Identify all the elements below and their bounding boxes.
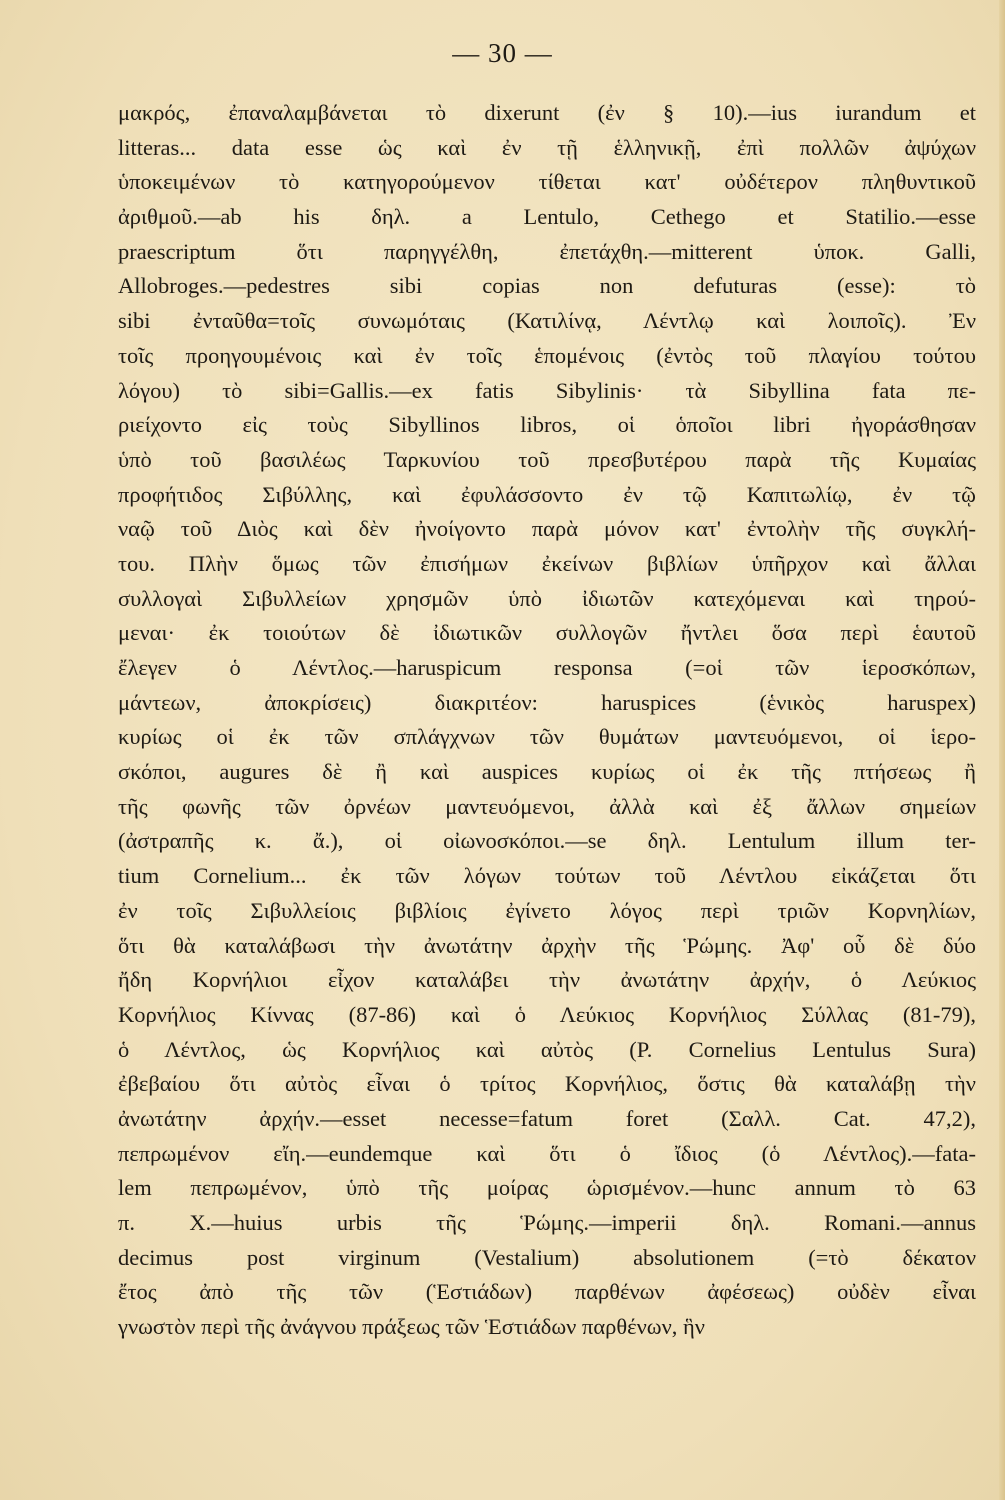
text-line: sibi ἐνταῦθα=τοῖς συνωμόταις (Κατιλίνᾳ, Λέντλῳ καὶ λοιποῖς). Ἐν [118, 308, 976, 334]
text-line: ριείχοντο εἰς τοὺς Sibyllinos libros, οἱ ὁποῖοι libri ἠγοράσθησαν [118, 412, 976, 438]
text-line: tium Cornelium... ἐκ τῶν λόγων τούτων τοῦ Λέντλου εἰκάζεται ὅτι [118, 863, 976, 889]
page-number: — 30 — [452, 38, 553, 68]
text-line: Allobroges.—pedestres sibi copias non defuturas (esse): τὸ [118, 273, 976, 299]
text-line: litteras... data esse ὡς καὶ ἐν τῇ ἑλληνικῇ, ἐπὶ πολλῶν ἀψύχων [118, 134, 976, 160]
text-line: τῆς φωνῆς τῶν ὀρνέων μαντευόμενοι, ἀλλὰ καὶ ἐξ ἄλλων σημείων [118, 793, 976, 819]
text-line: κυρίως οἱ ἐκ τῶν σπλάγχνων τῶν θυμάτων μαντευόμενοι, οἱ ἱερο- [118, 724, 976, 750]
text-line: μακρός, ἐπαναλαμβάνεται τὸ dixerunt (ἐν § 10).—ius iurandum et [118, 100, 976, 125]
text-line: ἔτος ἀπὸ τῆς τῶν (Ἑστιάδων) παρθένων ἀφέσεως) οὐδὲν εἶναι [118, 1279, 976, 1305]
text-line: σκόποι, augures δὲ ἢ καὶ auspices κυρίως οἱ ἐκ τῆς πτήσεως ἢ [118, 759, 976, 785]
text-line: π. Χ.—huius urbis τῆς Ῥώμης.—imperii δηλ. Romani.—annus [118, 1210, 976, 1235]
text-line: ναῷ τοῦ Διὸς καὶ δὲν ἠνοίγοντο παρὰ μόνον κατ' ἐντολὴν τῆς συγκλή- [118, 516, 976, 542]
text-line: Κορνήλιος Κίννας (87-86) καὶ ὁ Λεύκιος Κορνήλιος Σύλλας (81-79), [118, 1001, 976, 1027]
text-line: λόγου) τὸ sibi=Gallis.—ex fatis Sibylinis· τὰ Sibyllina fata πε- [118, 377, 976, 403]
text-line: μάντεων, ἀποκρίσεις) διακριτέον: haruspices (ἑνικὸς haruspex) [118, 689, 976, 715]
text-line: ἐν τοῖς Σιβυλλείοις βιβλίοις ἐγίνετο λόγος περὶ τριῶν Κορνηλίων, [118, 897, 976, 923]
text-line: του. Πλὴν ὅμως τῶν ἐπισήμων ἐκείνων βιβλίων ὑπῆρχον καὶ ἄλλαι [118, 550, 976, 576]
text-line: τοῖς προηγουμένοις καὶ ἐν τοῖς ἑπομένοις (ἐντὸς τοῦ πλαγίου τούτου [118, 342, 976, 368]
text-line: πεπρωμένον εἴη.—eundemque καὶ ὅτι ὁ ἴδιος (ὁ Λέντλος).—fata- [118, 1140, 976, 1166]
text-line: ὁ Λέντλος, ὡς Κορνήλιος καὶ αὐτὸς (P. Cornelius Lentulus Sura) [118, 1036, 976, 1062]
text-line: ὑποκειμένων τὸ κατηγορούμενον τίθεται κατ' οὐδέτερον πληθυντικοῦ [118, 169, 976, 195]
text-line: ἀριθμοῦ.—ab his δηλ. a Lentulo, Cethego et Statilio.—esse [118, 204, 976, 230]
text-line: ὅτι θὰ καταλάβωσι τὴν ἀνωτάτην ἀρχὴν τῆς Ῥώμης. Ἀφ' οὗ δὲ δύο [118, 932, 976, 958]
text-line: ἔλεγεν ὁ Λέντλος.—haruspicum responsa (=οἱ τῶν ἱεροσκόπων, [118, 655, 976, 680]
text-line: ἤδη Κορνήλιοι εἶχον καταλάβει τὴν ἀνωτάτην ἀρχήν, ὁ Λεύκιος [118, 967, 976, 993]
page-edge [999, 0, 1005, 1500]
text-line: (ἀστραπῆς κ. ἄ.), οἱ οἰωνοσκόποι.—se δηλ. Lentulum illum ter- [118, 828, 976, 854]
text-line: lem πεπρωμένον, ὑπὸ τῆς μοίρας ὡρισμένον.—hunc annum τὸ 63 [118, 1175, 976, 1201]
text-line: ἀνωτάτην ἀρχήν.—esset necesse=fatum foret (Σαλλ. Cat. 47,2), [118, 1105, 976, 1131]
text-line: μεναι· ἐκ τοιούτων δὲ ἰδιωτικῶν συλλογῶν ἤντλει ὅσα περὶ ἑαυτοῦ [118, 620, 976, 646]
text-line: decimus post virginum (Vestalium) absolutionem (=τὸ δέκατον [118, 1244, 976, 1270]
text-line: ἐβεβαίου ὅτι αὐτὸς εἶναι ὁ τρίτος Κορνήλιος, ὅστις θὰ καταλάβῃ τὴν [118, 1071, 976, 1097]
text-line: προφήτιδος Σιβύλλης, καὶ ἐφυλάσσοντο ἐν τῷ Καπιτωλίῳ, ἐν τῷ [118, 481, 976, 507]
text-line: συλλογαὶ Σιβυλλείων χρησμῶν ὑπὸ ἰδιωτῶν κατεχόμεναι καὶ τηρού- [118, 585, 976, 611]
text-line: praescriptum ὅτι παρηγγέλθη, ἐπετάχθη.—mitterent ὑποκ. Galli, [118, 238, 976, 264]
text-line: ὑπὸ τοῦ βασιλέως Ταρκυνίου τοῦ πρεσβυτέρου παρὰ τῆς Κυμαίας [118, 446, 976, 472]
text-line: γνωστὸν περὶ τῆς ἀνάγνου πράξεως τῶν Ἑστιάδων παρθένων, ἣν [118, 1314, 705, 1340]
body-text [118, 96, 976, 1345]
